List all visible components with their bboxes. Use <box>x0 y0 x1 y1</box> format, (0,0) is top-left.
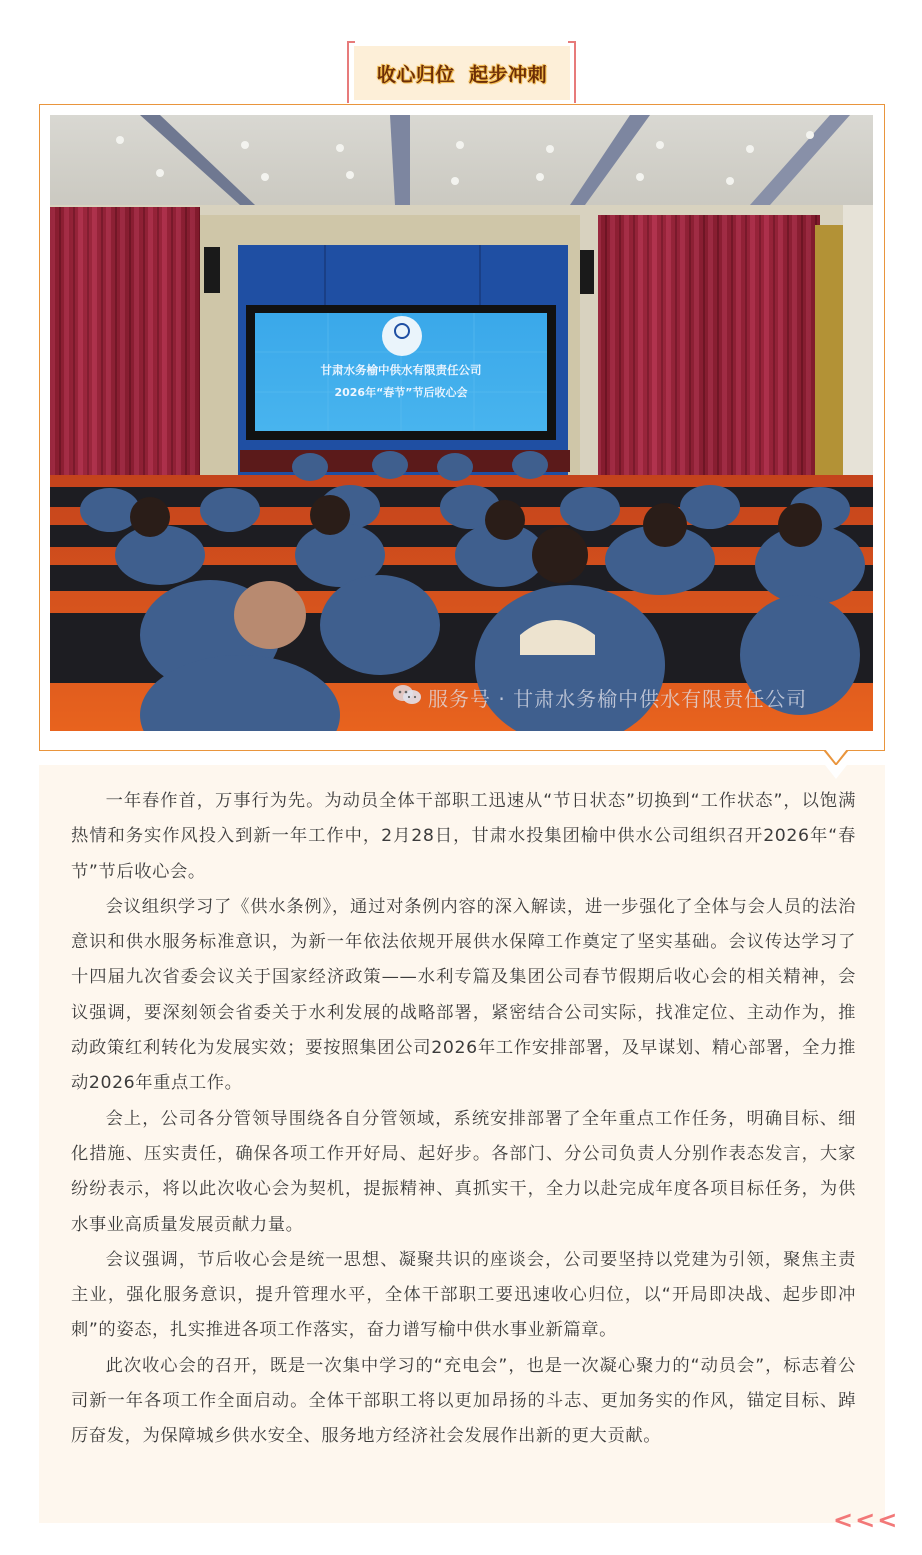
section-title-box <box>354 46 570 100</box>
chevrons-left-icon: <<< <box>833 1506 900 1534</box>
article-paragraph: 会上，公司各分管领导围绕各自分管领域，系统安排部署了全年重点工作任务，明确目标、细化措施、压实责任，确保各项工作开好局、起好步。各部门、分公司负责人分别作表态发言，大家纷纷表示，将以此次收心会为契机，提振精神、真抓实干，全力以赴完成年度各项目标任务，为供水事业高质量发展贡献力量。 <box>71 1108 856 1235</box>
frame-pointer-notch-inner <box>825 749 847 763</box>
meeting-photo <box>50 115 873 731</box>
meeting-room-illustration <box>50 115 873 731</box>
svg-text:甘肃水务榆中供水有限责任公司: 甘肃水务榆中供水有限责任公司 <box>320 363 482 377</box>
article-paragraph: 会议组织学习了《供水条例》，通过对条例内容的深入解读，进一步强化了全体与会人员的法治意识和供水服务标准意识，为新一年依法依规开展供水保障工作奠定了坚实基础。会议传达学习了十四届九次省委会议关于国家经济政策——水利专篇及集团公司春节假期后收心会的相关精神，会议强调，要深刻领会省委关于水利发展的战略部署，紧密结合公司实际，找准定位、主动作为，推动政策红利转化为发展实效；要按照集团公司2026年工作安排部署，及早谋划、精心部署，全力推动2026年重点工作。 <box>71 896 856 1094</box>
article-paragraph: 此次收心会的召开，既是一次集中学习的“充电会”，也是一次凝心聚力的“动员会”，标志着公司新一年各项工作全面启动。全体干部职工将以更加昂扬的斗志、更加务实的作风，锚定目标、踔厉奋发，为保障城乡供水安全、服务地方经济社会发展作出新的更大贡献。 <box>71 1355 856 1447</box>
article-body <box>71 784 856 1455</box>
svg-text:2026年“春节”节后收心会: 2026年“春节”节后收心会 <box>334 386 468 399</box>
wechat-icon <box>392 683 422 712</box>
wechat-watermark <box>392 683 807 712</box>
panel-notch-decoration <box>825 765 847 779</box>
article-paragraph: 一年春作首，万事行为先。为动员全体干部职工迅速从“节日状态”切换到“工作状态”，以饱满热情和务实作风投入到新一年工作中，2月28日，甘肃水投集团榆中供水公司组织召开2026年“春节”节后收心会。 <box>71 791 856 882</box>
section-title: 收心归位 起步冲刺 <box>376 63 548 86</box>
article-paragraph: 会议强调，节后收心会是统一思想、凝聚共识的座谈会，公司要坚持以党建为引领，聚焦主责主业，强化服务意识，提升管理水平，全体干部职工要迅速收心归位，以“开局即决战、起步即冲刺”的姿态，扎实推进各项工作落实，奋力谱写榆中供水事业新篇章。 <box>71 1249 856 1341</box>
watermark-text: 服务号 · 甘肃水务榆中供水有限责任公司 <box>428 687 808 711</box>
